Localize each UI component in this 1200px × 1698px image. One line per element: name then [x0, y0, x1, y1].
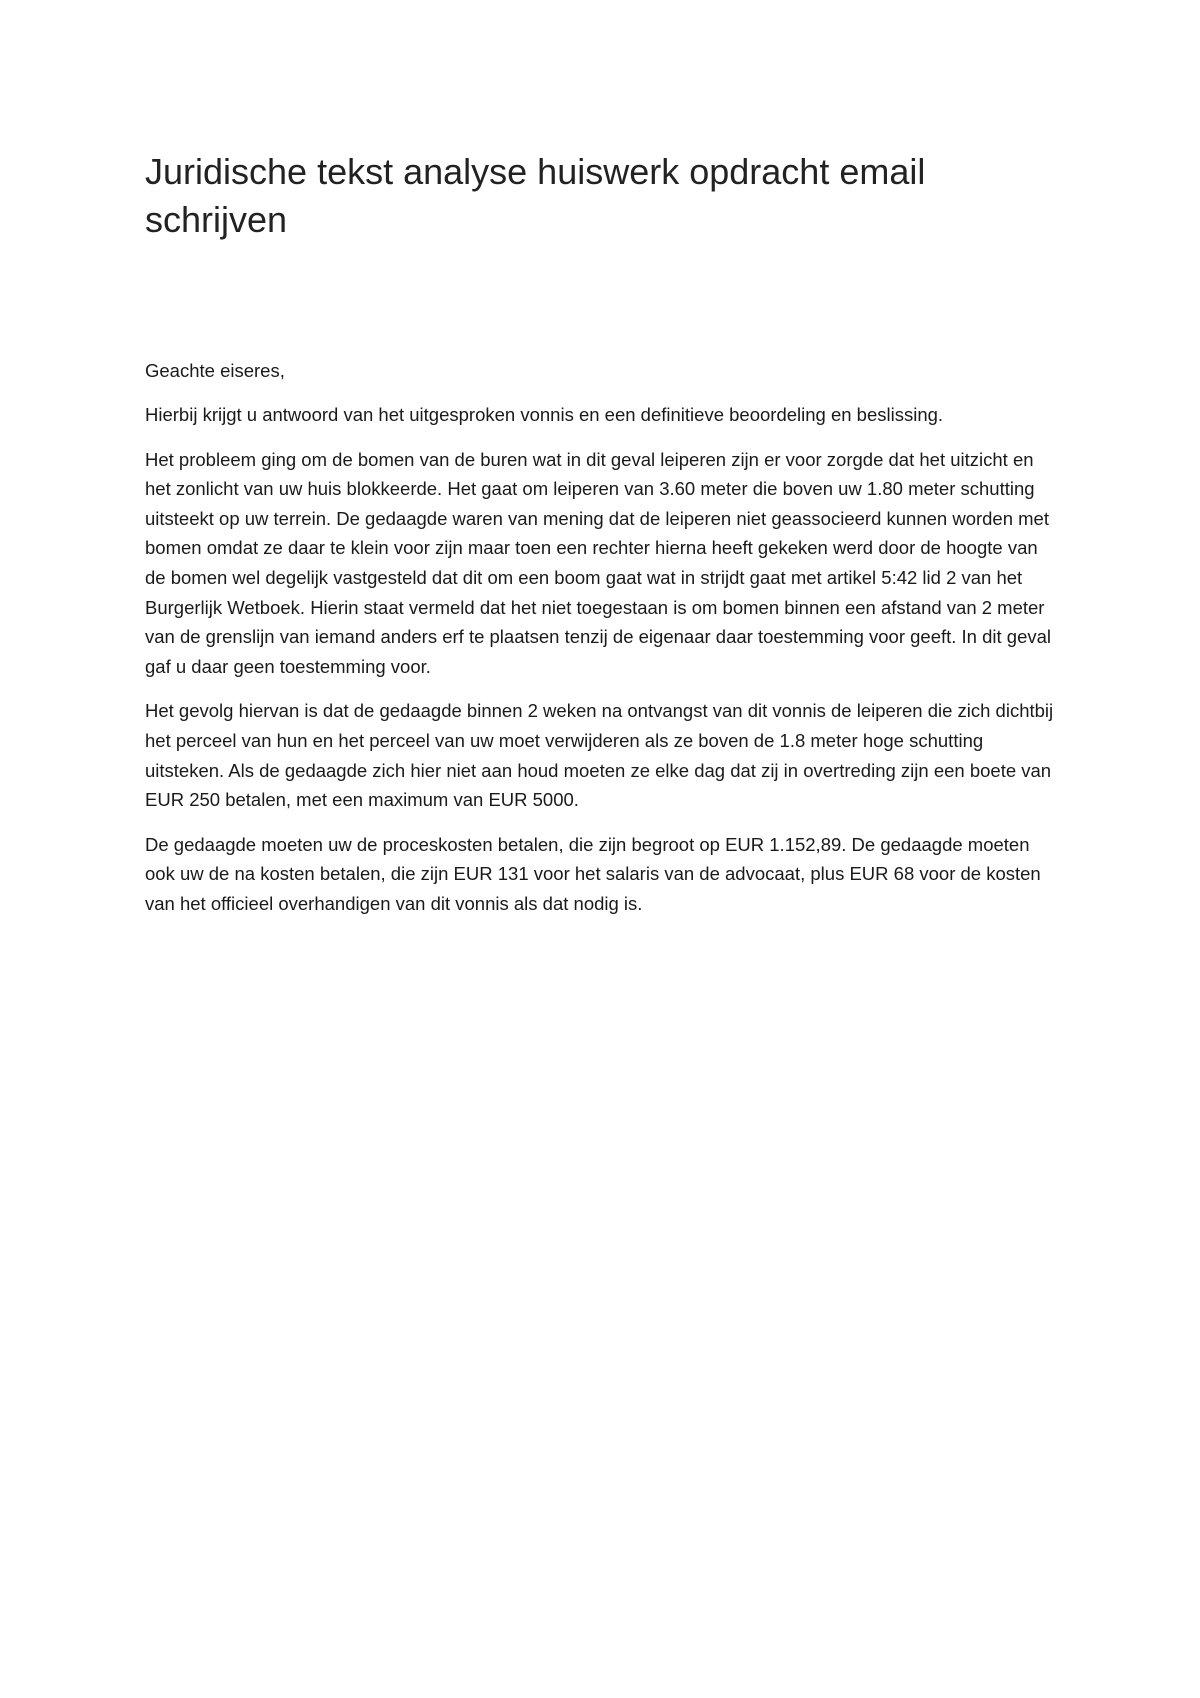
document-body [145, 148, 1060, 919]
paragraph-problem: Het probleem ging om de bomen van de buren wat in dit geval leiperen zijn er voor zorgde dat het uitzicht en het zonlicht van uw huis blokkeerde. Het gaat om leiperen van 3.60 meter die boven uw 1.80 meter schutting uitsteekt op uw terrein. De gedaagde waren van mening dat de leiperen niet geassocieerd kunnen worden met bomen omdat ze daar te klein voor zijn maar toen een rechter hierna heeft gekeken werd door de hoogte van de bomen wel degelijk vastgesteld dat dit om een boom gaat wat in strijdt gaat met artikel 5:42 lid 2 van het Burgerlijk Wetboek. Hierin staat vermeld dat het niet toegestaan is om bomen binnen een afstand van 2 meter van de grenslijn van iemand anders erf te plaatsen tenzij de eigenaar daar toestemming voor geeft. In dit geval gaf u daar geen toestemming voor. [145, 448, 1052, 677]
greeting: Geachte eiseres, [145, 360, 285, 381]
paragraph-costs: De gedaagde moeten uw de proceskosten betalen, die zijn begroot op EUR 1.152,89. De gedaagde moeten ook uw de na kosten betalen, die zijn EUR 131 voor het salaris van de advocaat, plus EUR 68 voor de kosten van het officieel overhandigen van dit vonnis als dat nodig is. [145, 833, 1041, 914]
paragraph-intro: Hierbij krijgt u antwoord van het uitgesproken vonnis en een definitieve beoordeling en beslissing. [145, 404, 944, 425]
document-title: Juridische tekst analyse huiswerk opdracht email schrijven [145, 151, 926, 240]
paragraph-consequence: Het gevolg hiervan is dat de gedaagde binnen 2 weken na ontvangst van dit vonnis de leiperen die zich dichtbij het perceel van hun en het perceel van uw moet verwijderen als ze boven de 1.8 meter hoge schutting uitsteken. Als de gedaagde zich hier niet aan houd moeten ze elke dag dat zij in overtreding zijn een boete van EUR 250 betalen, met een maximum van EUR 5000. [145, 700, 1054, 811]
